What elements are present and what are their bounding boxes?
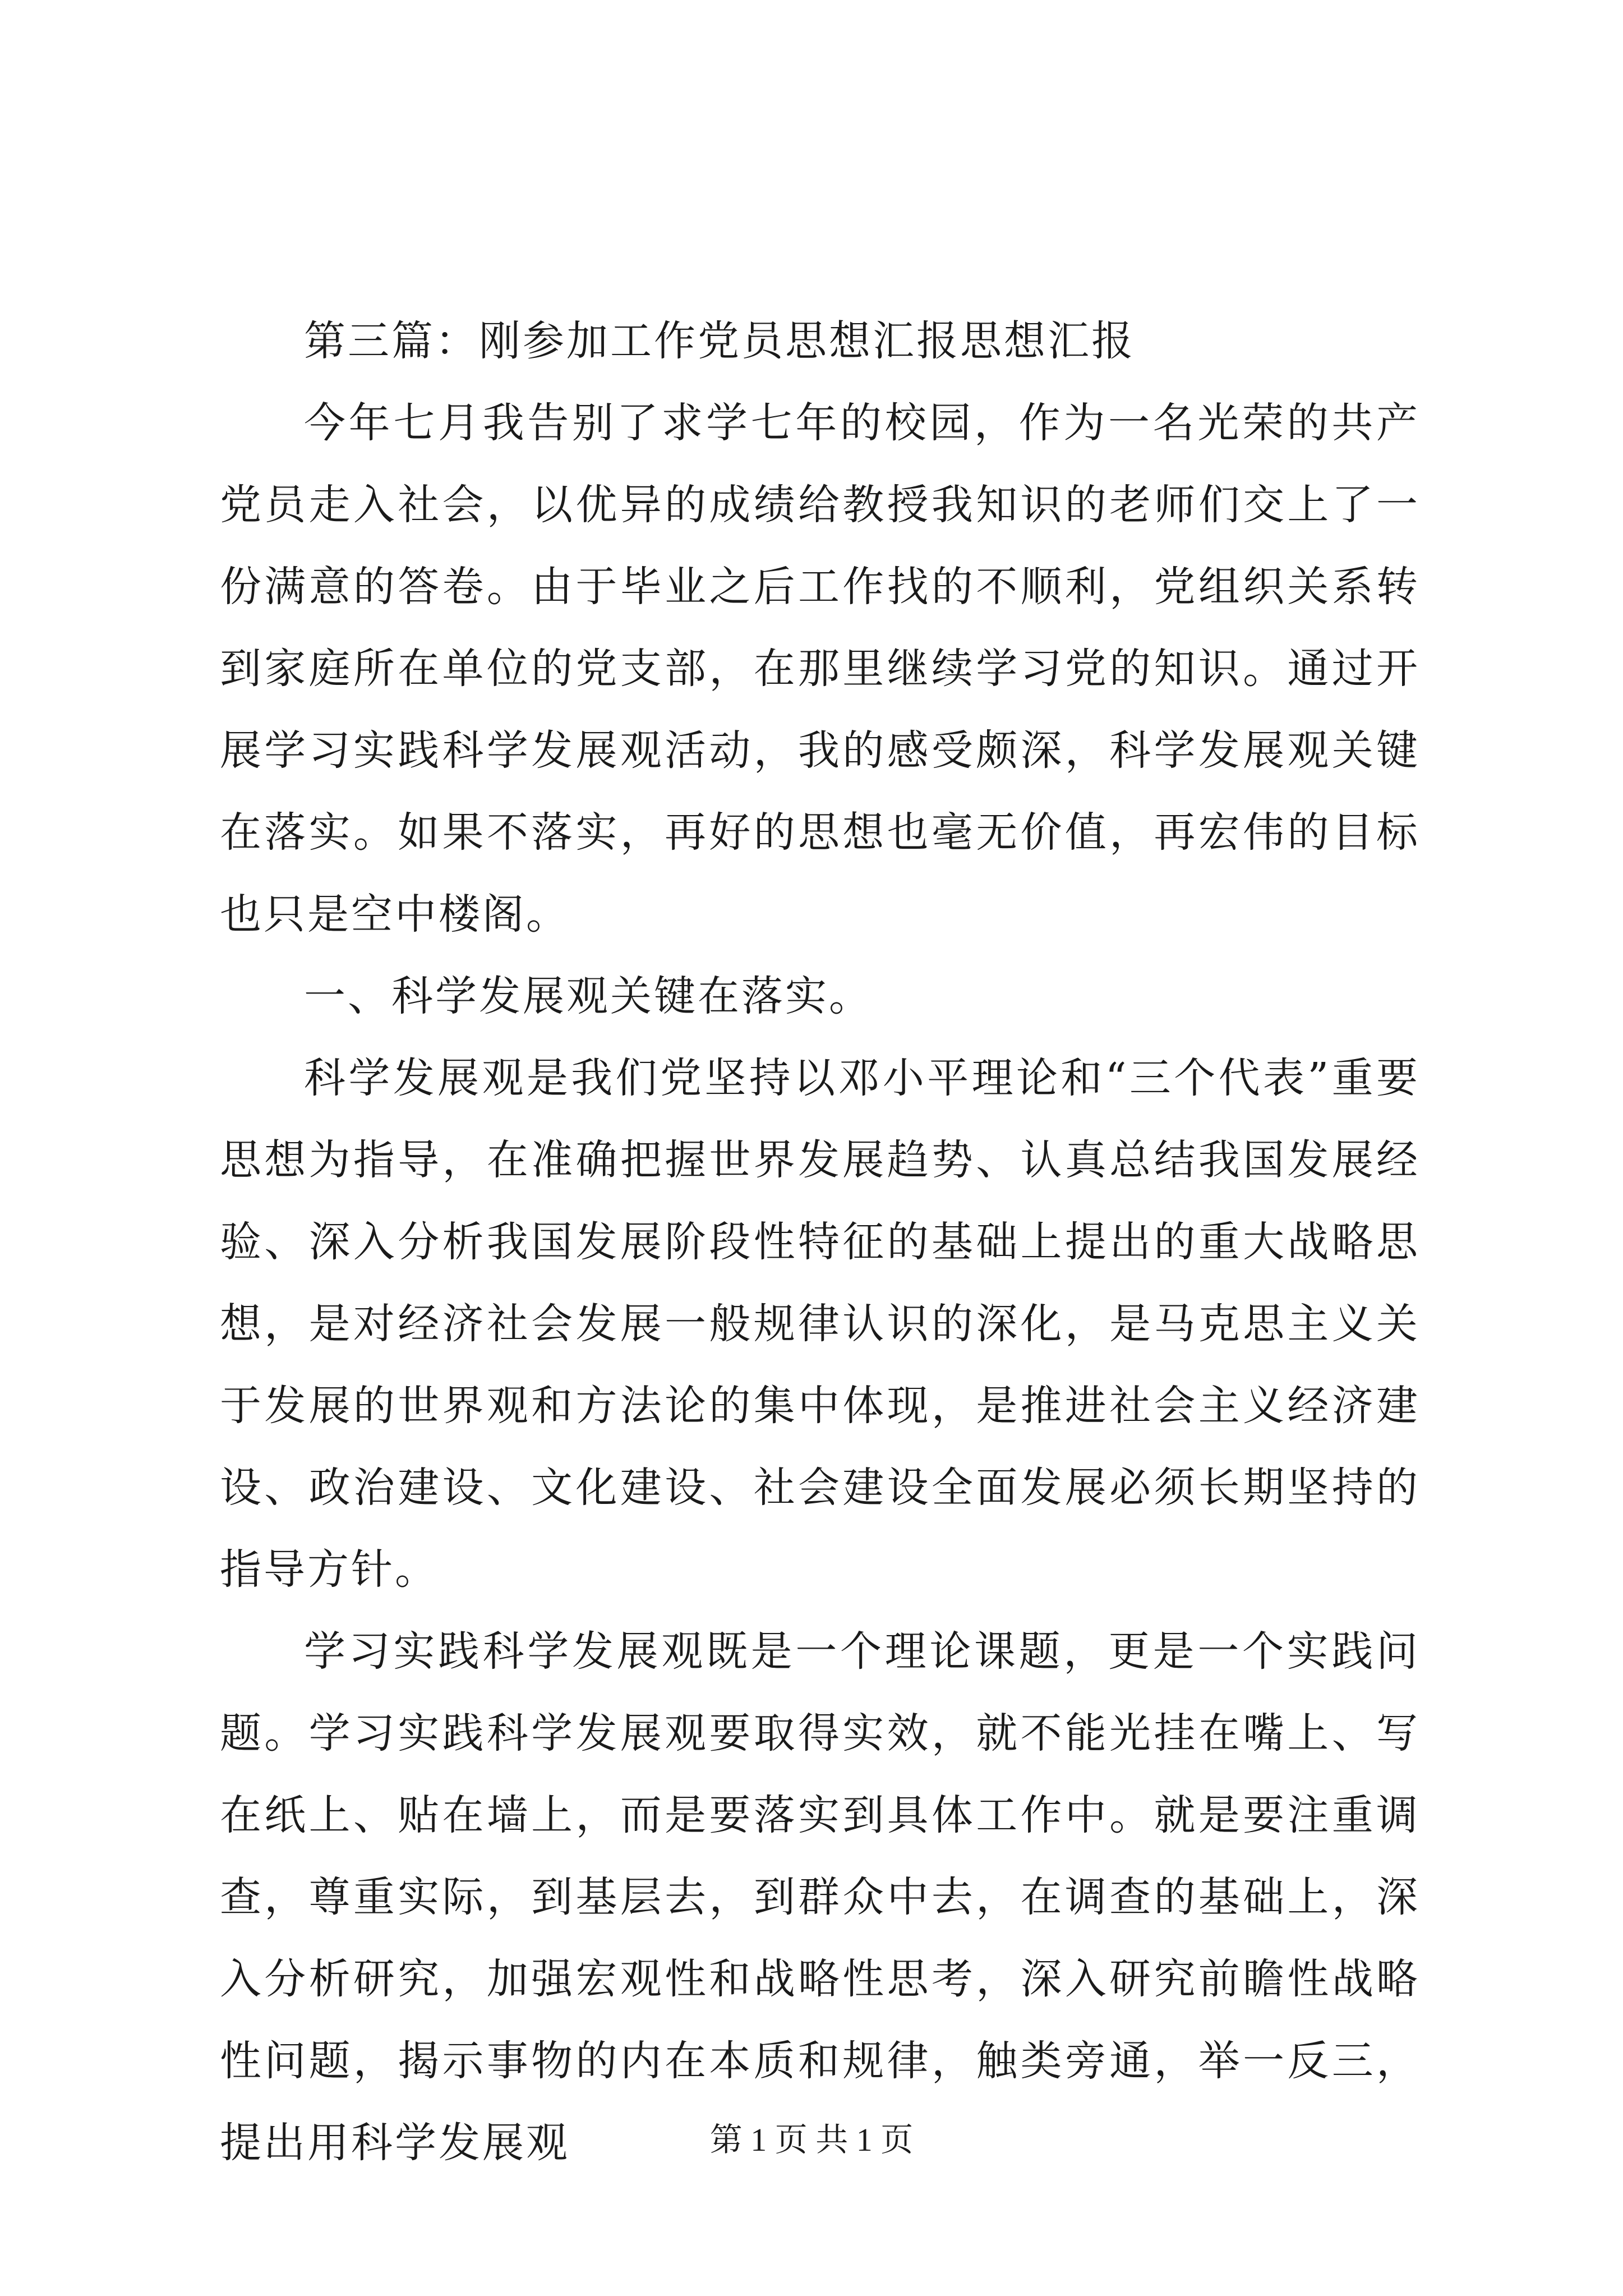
section-heading-1: 一、科学发展观关键在落实。	[304, 972, 873, 1020]
paragraph-intro: 今年七月我告别了求学七年的校园，作为一名光荣的共产党员走入社会，以优异的成绩给教授我知识的老师们交上了一份满意的答卷。由于毕业之后工作找的不顺利，党组织关系转到家庭所在单位的党支部，在那里继续学习党的知识。通过开展学习实践科学发展观活动，我的感受颇深，科学发展观关键在落实。如果不落实，再好的思想也毫无价值，再宏伟的目标也只是空中楼阁。	[220, 399, 1420, 938]
page-footer: 第 1 页 共 1 页	[709, 2122, 914, 2158]
paragraph-learning-practice: 学习实践科学发展观既是一个理论课题，更是一个实践问题。学习实践科学发展观要取得实效，就不能光挂在嘴上、写在纸上、贴在墙上，而是要落实到具体工作中。就是要注重调查，尊重实际，到基层去，到群众中去，在调查的基础上，深入分析研究，加强宏观性和战略性思考，深入研究前瞻性战略性问题，揭示事物的内在本质和规律，触类旁通，举一反三，提出用科学发展观	[220, 1627, 1420, 2167]
document-body	[220, 300, 1420, 2184]
document-title: 第三篇：刚参加工作党员思想汇报思想汇报	[304, 317, 1135, 365]
paragraph-scientific-outlook: 科学发展观是我们党坚持以邓小平理论和“三个代表”重要思想为指导，在准确把握世界发展趋势、认真总结我国发展经验、深入分析我国发展阶段性特征的基础上提出的重大战略思想，是对经济社会发展一般规律认识的深化，是马克思主义关于发展的世界观和方法论的集中体现，是推进社会主义经济建设、政治建设、文化建设、社会建设全面发展必须长期坚持的指导方针。	[220, 1054, 1420, 1594]
